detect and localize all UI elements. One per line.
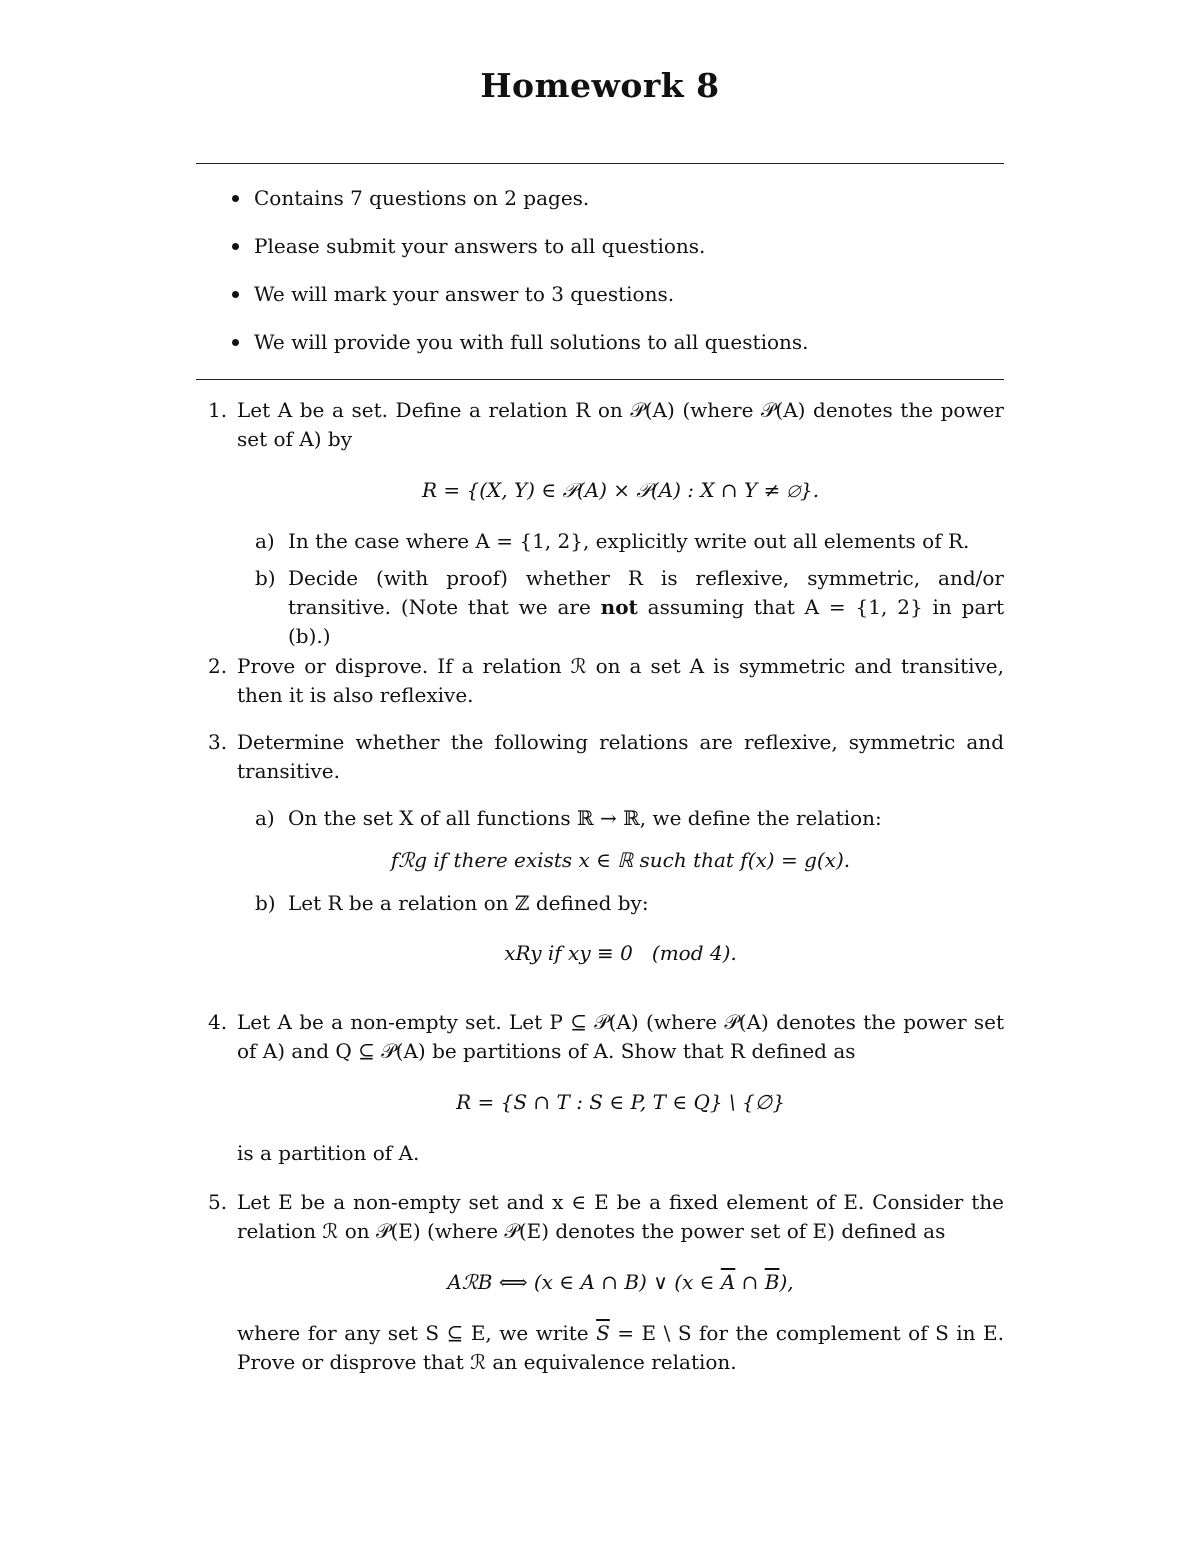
question-1-intro: Let A be a set. Define a relation R on 𝒫(A) (where 𝒫(A) denotes the power set of A) by [237,398,1004,451]
question-3b [237,889,1004,918]
outro-part: where for any set S ⊆ E, we write [237,1321,597,1345]
complement-b: $\overline{B}$ [764,1270,780,1294]
question-4-outro: is a partition of A. [237,1141,420,1165]
question-1-display: R = {(X, Y) ∈ 𝒫(A) × 𝒫(A) : X ∩ Y ≠ ∅}. [421,478,820,502]
question-4-display: R = {S ∩ T : S ∈ P, T ∈ Q} \ {∅} [456,1090,785,1114]
top-rule [196,163,1004,164]
question-1b [237,564,1004,651]
instruction-item: Please submit your answers to all questions. [196,231,1004,279]
instruction-item: Contains 7 questions on 2 pages. [196,183,1004,231]
question-4-intro: Let A be a non-empty set. Let P ⊆ 𝒫(A) (where 𝒫(A) denotes the power set of A) and Q ⊆ 𝒫(A) be partitions of A. Show that R defined as [237,1010,1004,1063]
question-5-intro: Let E be a non-empty set and x ∈ E be a fixed element of E. Consider the relation ℛ on 𝒫(E) (where 𝒫(E) denotes the power set of E) defined as [237,1190,1004,1243]
question-number: 4. [208,1010,228,1034]
display-part: AℛB ⟺ (x ∈ A ∩ B) ∨ (x ∈ [447,1270,721,1294]
emphasis-not: not [600,595,638,619]
question-5 [196,1188,1004,1377]
question-1b-text-1: Decide (with proof) whether R is reflexive, symmetric, and/or transitive. (Note that we are [288,566,1004,619]
question-3a [237,804,1004,833]
part-label: a) [255,529,275,553]
question-5-display [237,1268,1004,1297]
question-number: 5. [208,1190,228,1214]
display-part: ), [779,1270,794,1294]
question-number: 3. [208,730,228,754]
display-part: ∩ [735,1270,765,1294]
question-3a-text: On the set X of all functions ℝ → ℝ, we define the relation: [288,806,882,830]
question-number: 1. [208,398,228,422]
instructions-list [196,183,1004,375]
question-2 [196,652,1004,710]
question-1 [196,396,1004,651]
question-3-intro: Determine whether the following relations are reflexive, symmetric and transitive. [237,730,1004,783]
question-1b-text-2: assuming that A = {1, 2} in part (b).) [288,595,1004,648]
question-4 [196,1008,1004,1168]
bottom-rule [196,379,1004,380]
complement-s: $\overline{S}$ [596,1321,610,1345]
question-number: 2. [208,654,228,678]
part-label: a) [255,806,275,830]
part-label: b) [255,566,276,590]
page-title: Homework 8 [480,66,720,105]
part-label: b) [255,891,276,915]
outro-part: = E \ S for the complement of S in E. Prove or disprove that ℛ an equivalence relation. [237,1321,1005,1374]
instruction-item: We will mark your answer to 3 questions. [196,279,1004,327]
question-3b-text: Let R be a relation on ℤ defined by: [288,891,649,915]
question-5-outro [237,1319,1004,1377]
question-1a-text: In the case where A = {1, 2}, explicitly write out all elements of R. [288,529,970,553]
question-3a-display: fℛg if there exists x ∈ ℝ such that f(x) = g(x). [390,848,851,872]
question-3b-display: xRy if xy ≡ 0 (mod 4). [504,941,737,965]
complement-a: $\overline{A}$ [720,1270,736,1294]
instruction-item: We will provide you with full solutions to all questions. [196,327,1004,375]
question-3 [196,728,1004,968]
question-2-text: Prove or disprove. If a relation ℛ on a set A is symmetric and transitive, then it is also reflexive. [237,654,1004,707]
question-1a [237,527,1004,556]
